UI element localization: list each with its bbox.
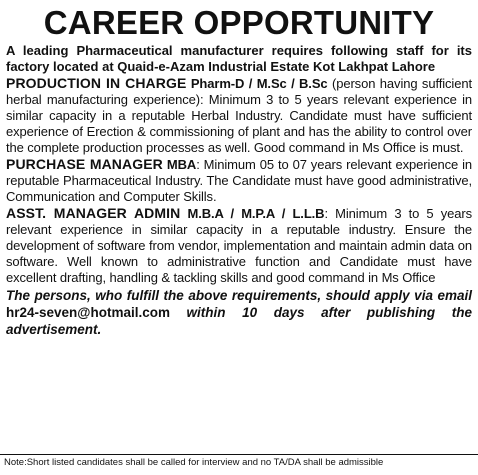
job-details: : Minimum 3 to 5 years relevant experience in similar capacity in a reputable industry. Ensure the development of software from vendor, implementation and maintain admin data on software. Well known to administrative function and Candidate must have excellent drafting, handling & tackling skills and good command in Ms Office: [6, 206, 472, 285]
job-asst-manager-admin: [6, 205, 472, 286]
job-details: (person having sufficient herbal manufacturing experience): Minimum 3 to 5 years relevant experience in similar capacity in a reputable Herbal Industry. Candidate must have sufficient experience of Erection & commissioning of plant and has the ability to control over the complete production processes as well. Good command in Ms Office is must.: [6, 76, 472, 155]
intro-text: A leading Pharmaceutical manufacturer requires following staff for its factory located at Quaid-e-Azam Industrial Estate Kot Lakhpat Lahore: [6, 43, 472, 74]
job-advertisement: [4, 3, 474, 469]
job-title: PRODUCTION IN CHARGE: [6, 75, 187, 91]
job-title: PURCHASE MANAGER: [6, 156, 163, 172]
apply-instructions: [6, 287, 472, 338]
headline: CAREER OPPORTUNITY: [43, 4, 435, 41]
job-qualifications: Pharm-D / M.Sc / B.Sc: [190, 76, 328, 91]
job-purchase-manager: [6, 156, 472, 205]
apply-text-after: within 10 days after publishing the advertisement.: [6, 305, 472, 337]
apply-email-link[interactable]: hr24-seven@hotmail.com: [6, 305, 170, 320]
job-details: : Minimum 05 to 07 years relevant experience in reputable Pharmaceutical Industry. The Candidate must have good administrative, Communication and Computer Skills.: [6, 157, 473, 204]
job-qualifications: MBA: [166, 157, 197, 172]
job-title: ASST. MANAGER ADMIN: [6, 205, 181, 221]
job-production-in-charge: [6, 75, 472, 156]
apply-text-before: The persons, who fulfill the above requirements, should apply via email: [6, 288, 472, 303]
job-qualifications: M.B.A / M.P.A / L.L.B: [187, 206, 325, 221]
footer-note: Note:Short listed candidates shall be called for interview and no TA/DA shall be admissible: [0, 454, 478, 472]
